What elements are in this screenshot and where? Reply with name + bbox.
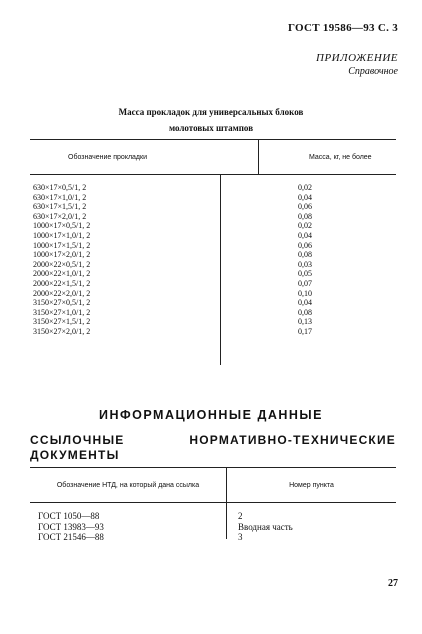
column-header-clause: Номер пункта <box>226 468 396 502</box>
mass-table-title <box>0 104 422 136</box>
value-cell: 2 <box>238 511 243 521</box>
value-cell: 0,02 <box>298 221 312 231</box>
designation-cell: 1000×17×0,5/1, 2 <box>33 221 91 231</box>
designation-cell: 3150×27×1,0/1, 2 <box>33 307 91 317</box>
standard-header: ГОСТ 19586—93 С. 3 <box>287 22 398 34</box>
value-cell: 0,06 <box>298 240 312 250</box>
mass-table-header <box>30 140 396 174</box>
designation-cell: 2000×22×0,5/1, 2 <box>33 259 91 269</box>
column-divider <box>226 503 227 539</box>
designation-cell: 1000×17×2,0/1, 2 <box>33 250 91 260</box>
mass-table-title-line2: молотовых штампов <box>168 123 254 133</box>
value-cell: 0,05 <box>298 269 312 279</box>
value-cell: 0,17 <box>298 326 312 336</box>
table-row <box>30 241 396 251</box>
mass-table-body <box>30 175 396 337</box>
table-row <box>30 212 396 222</box>
designation-cell: 3150×27×1,5/1, 2 <box>33 317 91 327</box>
value-cell: 0,04 <box>298 230 312 240</box>
value-cell: 0,10 <box>298 288 312 298</box>
designation-cell: 630×17×1,5/1, 2 <box>33 202 87 212</box>
value-cell: 0,07 <box>298 278 312 288</box>
table-row <box>30 183 396 193</box>
value-cell: 0,04 <box>298 192 312 202</box>
table-row <box>30 279 396 289</box>
designation-cell: ГОСТ 13983—93 <box>38 521 104 532</box>
column-divider <box>220 175 221 365</box>
table-row <box>30 260 396 270</box>
appendix-type: Справочное <box>348 66 398 77</box>
references-table-body <box>30 503 396 543</box>
page-number: 27 <box>388 578 398 589</box>
info-title: ИНФОРМАЦИОННЫЕ ДАННЫЕ <box>98 408 324 422</box>
table-row <box>30 532 396 543</box>
value-cell: 0,08 <box>298 307 312 317</box>
designation-cell: 630×17×2,0/1, 2 <box>33 211 87 221</box>
value-cell: 0,03 <box>298 259 312 269</box>
references-title: ССЫЛОЧНЫЕ НОРМАТИВНО-ТЕХНИЧЕСКИЕ ДОКУМЕНТЫ <box>30 433 396 462</box>
table-row <box>30 269 396 279</box>
designation-cell: 630×17×1,0/1, 2 <box>33 192 87 202</box>
column-header-ntd: Обозначение НТД, на который дана ссылка <box>56 481 200 489</box>
table-row <box>30 298 396 308</box>
table-row <box>30 231 396 241</box>
designation-cell: 1000×17×1,5/1, 2 <box>33 240 91 250</box>
value-cell: 0,06 <box>298 202 312 212</box>
table-row <box>30 221 396 231</box>
value-cell: 0,02 <box>298 183 312 192</box>
designation-cell: 1000×17×1,0/1, 2 <box>33 230 91 240</box>
appendix-label: ПРИЛОЖЕНИЕ <box>316 52 398 64</box>
designation-cell: 3150×27×0,5/1, 2 <box>33 298 91 308</box>
table-row <box>30 308 396 318</box>
value-cell: Вводная часть <box>238 521 293 532</box>
designation-cell: 2000×22×1,0/1, 2 <box>33 269 91 279</box>
table-row <box>30 202 396 212</box>
designation-cell: 2000×22×2,0/1, 2 <box>33 288 91 298</box>
table-row <box>30 317 396 327</box>
table-row <box>30 193 396 203</box>
mass-table <box>30 139 396 337</box>
designation-cell: 630×17×0,5/1, 2 <box>33 183 87 192</box>
value-cell: 0,13 <box>298 317 312 327</box>
value-cell: 0,08 <box>298 250 312 260</box>
value-cell: 0,04 <box>298 298 312 308</box>
designation-cell: ГОСТ 21546—88 <box>38 532 104 542</box>
column-header-designation: Обозначение прокладки <box>68 153 147 161</box>
references-table-header <box>30 468 396 502</box>
column-header-mass: Масса, кг, не более <box>258 140 396 174</box>
table-row <box>30 289 396 299</box>
appendix-block <box>316 52 398 77</box>
table-row <box>30 522 396 533</box>
mass-table-title-line1: Масса прокладок для универсальных блоков <box>118 107 304 117</box>
table-row <box>30 511 396 522</box>
table-row <box>30 250 396 260</box>
references-table <box>30 467 396 543</box>
designation-cell: ГОСТ 1050—88 <box>38 511 100 521</box>
designation-cell: 3150×27×2,0/1, 2 <box>33 326 91 336</box>
designation-cell: 2000×22×1,5/1, 2 <box>33 278 91 288</box>
value-cell: 3 <box>238 532 243 542</box>
value-cell: 0,08 <box>298 211 312 221</box>
table-row <box>30 327 396 337</box>
